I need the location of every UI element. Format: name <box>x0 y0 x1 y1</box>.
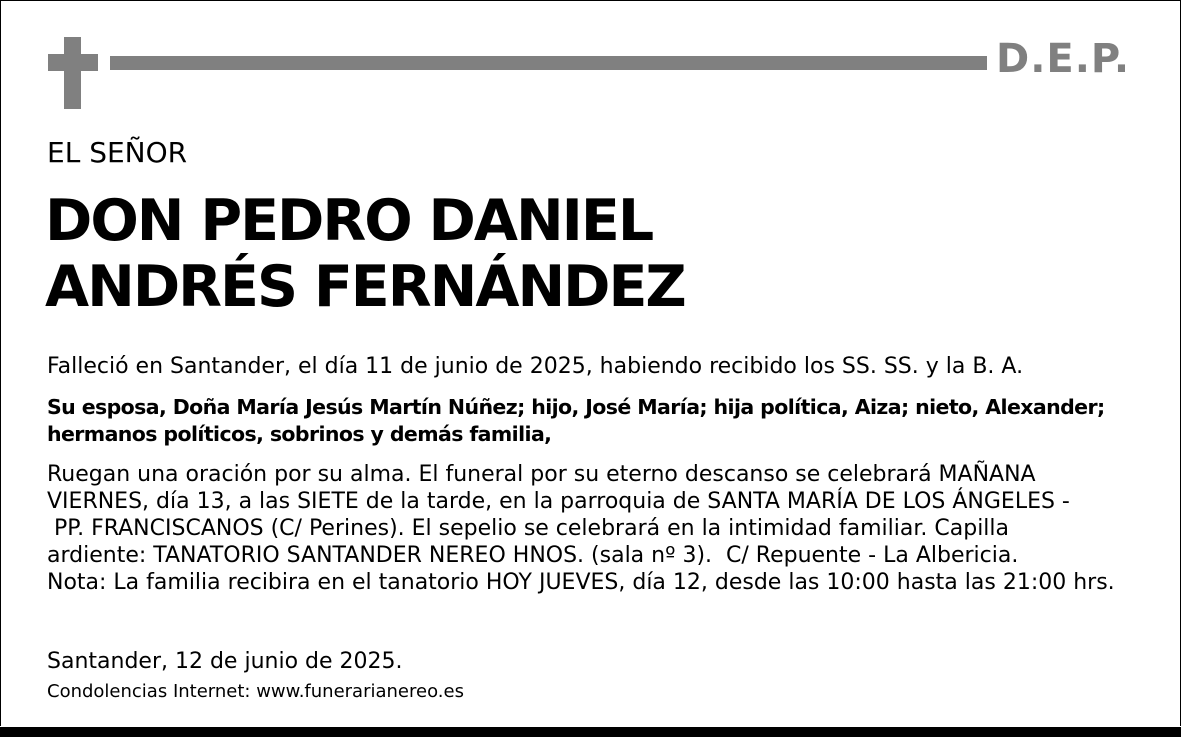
death-notice: Falleció en Santander, el día 11 de junio de 2025, habiendo recibido los SS. SS. y la B. A. <box>47 354 1024 379</box>
details-line-4: ardiente: TANATORIO SANTANDER NEREO HNOS. (sala nº 3). C/ Repuente - La Albericia. <box>47 543 1019 568</box>
family-list <box>47 394 1157 448</box>
cross-icon <box>64 37 81 109</box>
details-line-2: VIERNES, día 13, a las SIETE de la tarde, en la parroquia de SANTA MARÍA DE LOS ÁNGELES - <box>47 489 1070 514</box>
deceased-name <box>45 188 685 320</box>
details-line-5: Nota: La familia recibira en el tanatorio HOY JUEVES, día 12, desde las 10:00 hasta las 21:00 hrs. <box>47 570 1115 595</box>
dep-label: D.E.P. <box>996 36 1131 82</box>
salutation: EL SEÑOR <box>47 136 188 169</box>
funeral-details <box>47 461 1167 596</box>
header-rule <box>110 56 987 70</box>
deceased-name-line2: ANDRÉS FERNÁNDEZ <box>45 254 685 320</box>
deceased-name-line1: DON PEDRO DANIEL <box>45 188 653 254</box>
details-line-1: Ruegan una oración por su alma. El funeral por su eterno descanso se celebrará MAÑANA <box>47 462 1036 487</box>
family-line-1: Su esposa, Doña María Jesús Martín Núñez; hijo, José María; hija política, Aiza; nieto, Alexander; <box>47 395 1105 419</box>
family-line-2: hermanos políticos, sobrinos y demás familia, <box>47 422 552 446</box>
place-date: Santander, 12 de junio de 2025. <box>47 649 403 674</box>
cross-icon-bar <box>48 54 98 71</box>
details-line-3: PP. FRANCISCANOS (C/ Perines). El sepelio se celebrará en la intimidad familiar. Capilla <box>47 516 1010 541</box>
condolences-link: Condolencias Internet: www.funerarianereo.es <box>47 681 464 702</box>
bottom-border <box>0 727 1181 737</box>
